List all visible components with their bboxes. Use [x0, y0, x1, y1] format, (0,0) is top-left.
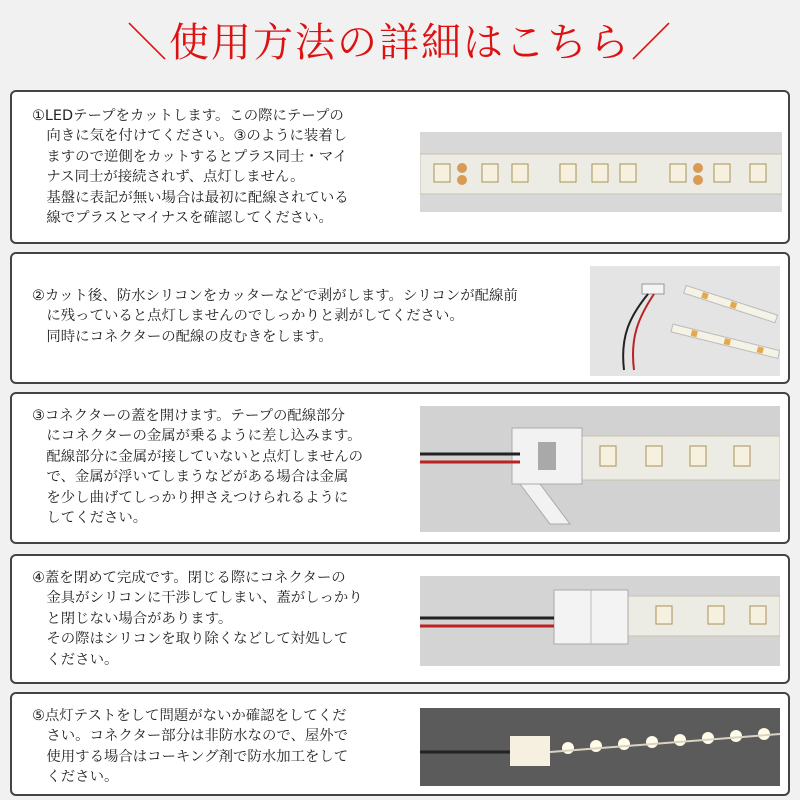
step-2-photo [590, 266, 780, 376]
step-3-text: ③コネクターの蓋を開けます。テープの配線部分 にコネクターの金属が乗るように差し込みます。 配線部分に金属が接していないと点灯しませんの で、金属が浮いてしまうなどがある場合は金属 を少し曲げてしっかり押さえつけられるように してください。 [32, 408, 363, 527]
step-3-panel [10, 392, 790, 544]
step-4-photo [420, 576, 780, 666]
step-2-text: ②カット後、防水シリコンをカッターなどで剥がします。シリコンが配線前 に残っていると点灯しませんのでしっかりと剥がしてください。 同時にコネクターの配線の皮むきをします。 [32, 288, 518, 345]
step-4-panel [10, 554, 790, 684]
step-4-text: ④蓋を閉めて完成です。閉じる際にコネクターの 金具がシリコンに干渉してしまい、蓋がしっかり と閉じない場合があります。 その際はシリコンを取り除くなどして対処して ください。 [32, 570, 363, 668]
step-1-text: ①LEDテープをカットします。この際にテープの 向きに気を付けてください。③のように装着し ますので逆側をカットするとプラス同士・マイ ナス同士が接続されず、点灯しません。 基盤に表記が無い場合は最初に配線されている 線でプラスとマイナスを確認してください。 [32, 108, 349, 227]
led-strip-cut-illustration [420, 132, 782, 212]
closed-connector-illustration [420, 576, 780, 666]
open-connector-illustration [420, 406, 780, 532]
step-3-photo [420, 406, 780, 532]
step-2-panel [10, 252, 790, 384]
lit-strip-illustration [420, 708, 780, 786]
stripped-strip-illustration [590, 266, 780, 376]
step-5-text: ⑤点灯テストをして問題がないか確認をしてくだ さい。コネクター部分は非防水なので、屋外で 使用する場合はコーキング剤で防水加工をして ください。 [32, 708, 349, 786]
page-title: ＼使用方法の詳細はこちら／ [127, 20, 673, 66]
step-1-panel [10, 90, 790, 244]
step-1-photo [420, 132, 782, 212]
step-5-photo [420, 708, 780, 786]
step-5-panel [10, 692, 790, 796]
